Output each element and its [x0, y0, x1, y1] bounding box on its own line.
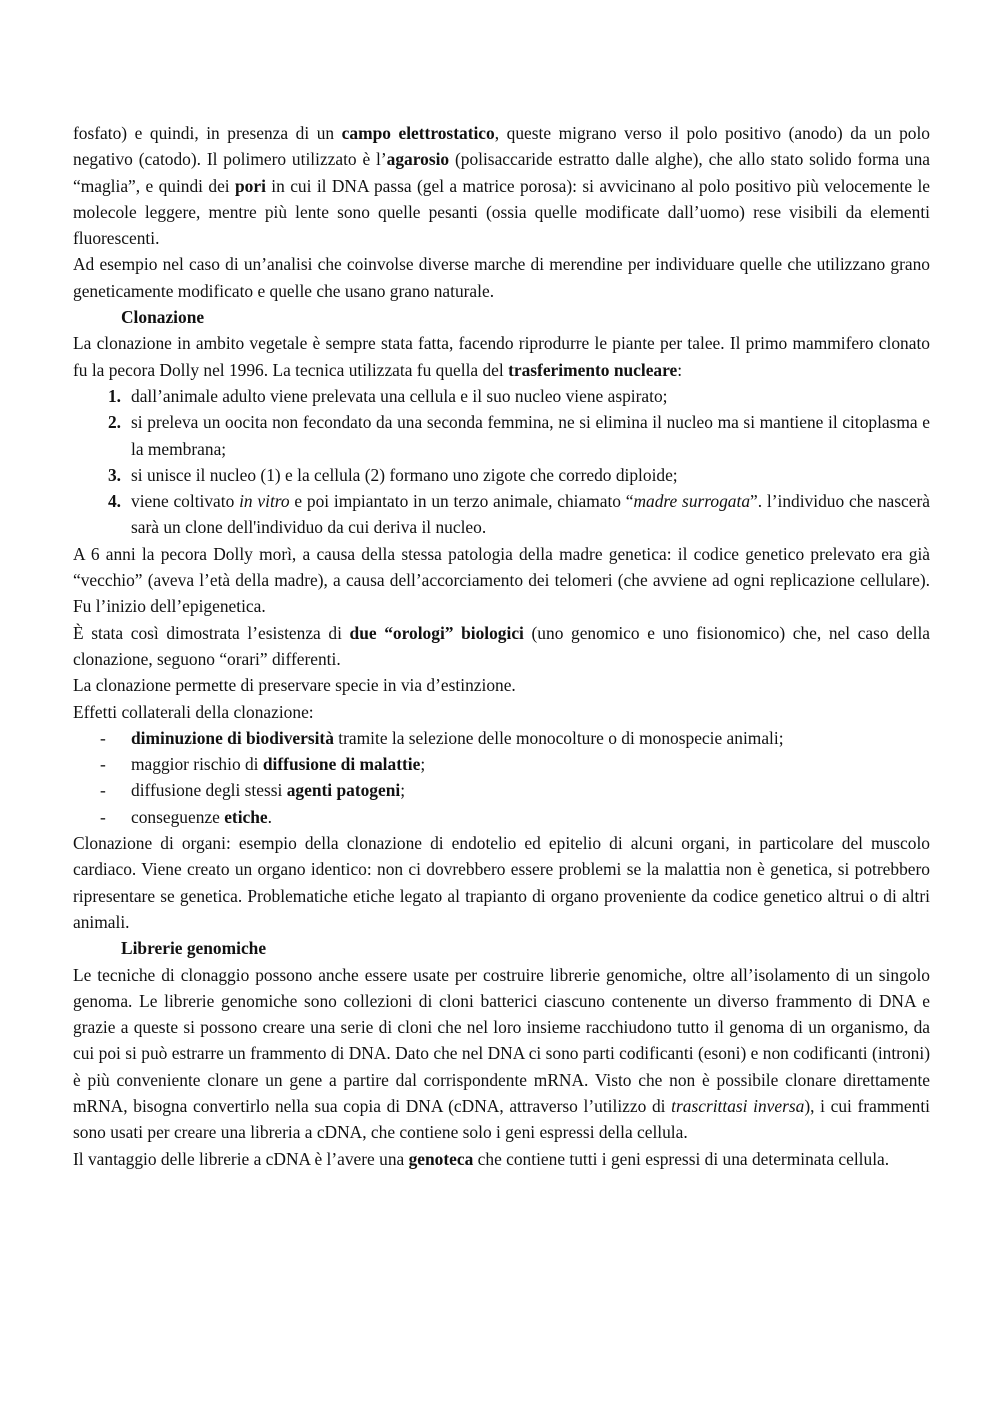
paragraph-preservare-specie: La clonazione permette di preservare specie in via d’estinzione. — [73, 675, 516, 696]
list-item: - maggior rischio di diffusione di malattie; — [100, 754, 426, 775]
steps-list — [73, 383, 930, 541]
heading-clonazione: Clonazione — [121, 307, 205, 328]
list-item: - conseguenze etiche. — [100, 806, 272, 827]
list-item: - diffusione degli stessi agenti patogeni; — [100, 780, 406, 801]
paragraph-clonazione-organi: Clonazione di organi: esempio della clonazione di endotelio ed epitelio di alcuni organi, in particolare del muscolo cardiaco. Viene creato un organo identico: non ci dovrebbero essere problemi se la malattia non è genetica, si potrebbero ripresentare se genetica. Problematiche etiche legato al trapianto di organo proveniente da codice genetico altrui o di altri animali. — [73, 833, 930, 932]
list-item: 4. viene coltivato in vitro e poi impiantato in un terzo animale, chiamato “madre surrogata”. l’individuo che nascerà sarà un clone dell'individuo da cui deriva il nucleo. — [107, 491, 930, 538]
paragraph-morte-dolly: A 6 anni la pecora Dolly morì, a causa della stessa patologia della madre genetica: il codice genetico prelevato era già “vecchio” (aveva l’età della madre), a causa dell’accorciamento dei telomeri (che avviene ad ogni replicazione cellulare). Fu l’inizio dell’epigenetica. — [73, 543, 930, 617]
list-item: - diminuzione di biodiversità tramite la selezione delle monocolture o di monospecie animali; — [100, 727, 784, 748]
effects-list — [73, 725, 930, 830]
paragraph-clonazione-intro: La clonazione in ambito vegetale è sempre stata fatta, facendo riprodurre le piante per talee. Il primo mammifero clonato fu la pecora Dolly nel 1996. La tecnica utilizzata fu quella del trasferimento nucleare: — [73, 333, 930, 380]
paragraph-librerie: Le tecniche di clonaggio possono anche essere usate per costruire librerie genomiche, oltre all’isolamento di un singolo genoma. Le librerie genomiche sono collezioni di cloni batterici ciascuno contenente un diverso frammento di DNA e grazie a queste si possono creare una serie di cloni che nel loro insieme racchiudono tutto il genoma di un organismo, da cui poi si può estrarre un frammento di DNA. Dato che nel DNA ci sono parti codificanti (esoni) e non codificanti (introni) è più conveniente clonare un gene a partire dal corrispondente mRNA. Visto che non è possibile clonare direttamente mRNA, bisogna convertirlo nella sua copia di DNA (cDNA, attraverso l’utilizzo di trascrittasi inversa), i cui frammenti sono usati per creare una libreria a cDNA, che contiene solo i geni espressi della cellula. — [73, 964, 930, 1143]
heading-librerie-genomiche: Librerie genomiche — [121, 938, 267, 959]
paragraph-orologi-biologici: È stata così dimostrata l’esistenza di due “orologi” biologici (uno genomico e uno fisionomico) che, nel caso della clonazione, seguono “orari” differenti. — [73, 622, 930, 669]
list-item: 2. si preleva un oocita non fecondato da una seconda femmina, ne si elimina il nucleo ma si mantiene il citoplasma e la membrana; — [107, 412, 930, 459]
paragraph-elettroforesi: fosfato) e quindi, in presenza di un campo elettrostatico, queste migrano verso il polo positivo (anodo) da un polo negativo (catodo). Il polimero utilizzato è l’agarosio (polisaccaride estratto dalle alghe), che allo stato solido forma una “maglia”, e quindi dei pori in cui il DNA passa (gel a matrice porosa): si avvicinano al polo positivo più velocemente le molecole leggere, mentre più lente sono quelle pesanti (ossia quelle modificate dall’uomo) rese visibili da elementi fluorescenti. — [73, 123, 931, 249]
paragraph-vantaggio-cdna: Il vantaggio delle librerie a cDNA è l’avere una genoteca che contiene tutti i geni espressi di una determinata cellula. — [73, 1148, 890, 1169]
list-item: 3. si unisce il nucleo (1) e la cellula (2) formano uno zigote che corredo diploide; — [107, 464, 678, 485]
document-page — [73, 120, 930, 1172]
list-item: 1. dall’animale adulto viene prelevata una cellula e il suo nucleo viene aspirato; — [107, 385, 668, 406]
paragraph-esempio-merendine: Ad esempio nel caso di un’analisi che coinvolse diverse marche di merendine per individuare quelle che utilizzano grano geneticamente modificato e quelle che usano grano naturale. — [73, 254, 930, 301]
paragraph-effetti-collaterali: Effetti collaterali della clonazione: — [73, 701, 314, 722]
